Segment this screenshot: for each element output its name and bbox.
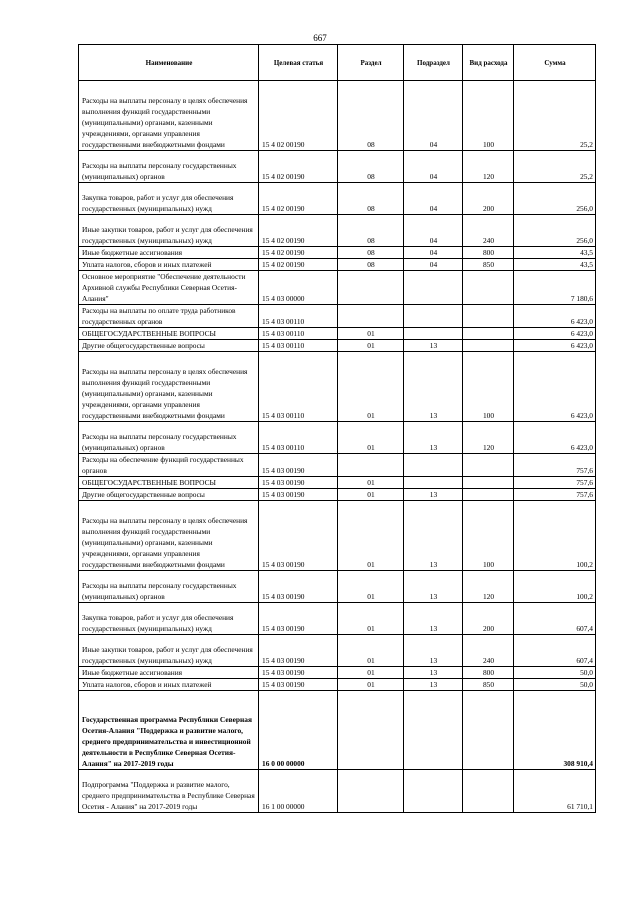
- cell-subsection: 04: [404, 247, 463, 259]
- cell-subsection: 13: [404, 571, 463, 603]
- cell-name: Расходы на выплаты персоналу в целях обеспечения выполнения функций государственными (муниципальными) органами, казенными учреждениями, органами управления государственными внебюджетными фондами: [79, 352, 259, 422]
- table-row: [79, 81, 596, 151]
- cell-kind: 240: [463, 635, 514, 667]
- cell-kind: 850: [463, 259, 514, 271]
- cell-name: Иные бюджетные ассигнования: [79, 247, 259, 259]
- table-row: [79, 259, 596, 271]
- cell-amount: 308 910,4: [514, 691, 596, 770]
- cell-amount: 256,0: [514, 183, 596, 215]
- cell-target: 15 4 03 00110: [259, 352, 338, 422]
- cell-section: [338, 271, 404, 305]
- cell-target: 15 4 02 00190: [259, 183, 338, 215]
- cell-section: [338, 691, 404, 770]
- cell-name: Расходы на выплаты персоналу государственных (муниципальных) органов: [79, 422, 259, 454]
- cell-target: 15 4 03 00190: [259, 477, 338, 489]
- cell-name: Подпрограмма "Поддержка и развитие малого, среднего предпринимательства в Республике Северная Осетия - Алания" на 2017-2019 годы: [79, 770, 259, 813]
- cell-subsection: 13: [404, 352, 463, 422]
- cell-name: ОБЩЕГОСУДАРСТВЕННЫЕ ВОПРОСЫ: [79, 328, 259, 340]
- cell-section: 01: [338, 667, 404, 679]
- page-number: 667: [313, 33, 327, 43]
- cell-amount: 6 423,0: [514, 328, 596, 340]
- cell-kind: [463, 271, 514, 305]
- table-row: [79, 667, 596, 679]
- cell-name: Закупка товаров, работ и услуг для обеспечения государственных (муниципальных) нужд: [79, 603, 259, 635]
- cell-section: [338, 305, 404, 328]
- cell-section: 01: [338, 422, 404, 454]
- cell-amount: 100,2: [514, 571, 596, 603]
- cell-subsection: 04: [404, 81, 463, 151]
- cell-amount: 6 423,0: [514, 340, 596, 352]
- cell-subsection: [404, 328, 463, 340]
- table-row: [79, 603, 596, 635]
- cell-kind: [463, 340, 514, 352]
- cell-amount: 6 423,0: [514, 305, 596, 328]
- cell-target: 15 4 03 00190: [259, 489, 338, 501]
- cell-kind: 120: [463, 422, 514, 454]
- table-row: [79, 328, 596, 340]
- cell-subsection: [404, 477, 463, 489]
- table-body: [79, 81, 596, 813]
- cell-amount: 50,0: [514, 679, 596, 691]
- cell-section: 08: [338, 247, 404, 259]
- table-row: [79, 477, 596, 489]
- cell-name: Расходы на выплаты персоналу государственных (муниципальных) органов: [79, 151, 259, 183]
- cell-section: 01: [338, 635, 404, 667]
- cell-target: 15 4 03 00110: [259, 328, 338, 340]
- cell-target: 15 4 03 00190: [259, 571, 338, 603]
- cell-name: Основное мероприятие "Обеспечение деятельности Архивной службы Республики Северная Осетия-Алания": [79, 271, 259, 305]
- cell-target: 15 4 03 00190: [259, 603, 338, 635]
- table-row: [79, 691, 596, 770]
- cell-kind: 100: [463, 501, 514, 571]
- column-header-subsection: Подраздел: [404, 45, 463, 81]
- cell-kind: [463, 477, 514, 489]
- cell-section: [338, 454, 404, 477]
- cell-kind: 200: [463, 603, 514, 635]
- cell-kind: 800: [463, 247, 514, 259]
- cell-amount: 43,5: [514, 247, 596, 259]
- budget-table: [78, 44, 596, 813]
- cell-target: 16 1 00 00000: [259, 770, 338, 813]
- cell-target: 15 4 03 00110: [259, 305, 338, 328]
- cell-subsection: 04: [404, 259, 463, 271]
- cell-amount: 6 423,0: [514, 422, 596, 454]
- table-row: [79, 215, 596, 247]
- cell-amount: 100,2: [514, 501, 596, 571]
- cell-kind: 800: [463, 667, 514, 679]
- cell-kind: [463, 691, 514, 770]
- cell-name: Уплата налогов, сборов и иных платежей: [79, 259, 259, 271]
- cell-section: 08: [338, 81, 404, 151]
- cell-target: 15 4 03 00110: [259, 422, 338, 454]
- cell-target: 16 0 00 00000: [259, 691, 338, 770]
- cell-name: Расходы на обеспечение функций государственных органов: [79, 454, 259, 477]
- cell-amount: 757,6: [514, 489, 596, 501]
- cell-kind: 200: [463, 183, 514, 215]
- cell-section: 08: [338, 183, 404, 215]
- cell-section: 01: [338, 501, 404, 571]
- table-row: [79, 247, 596, 259]
- cell-target: 15 4 02 00190: [259, 151, 338, 183]
- table-row: [79, 422, 596, 454]
- cell-subsection: [404, 770, 463, 813]
- cell-amount: 6 423,0: [514, 352, 596, 422]
- cell-name: ОБЩЕГОСУДАРСТВЕННЫЕ ВОПРОСЫ: [79, 477, 259, 489]
- cell-target: 15 4 02 00190: [259, 247, 338, 259]
- cell-target: 15 4 03 00190: [259, 635, 338, 667]
- cell-name: Иные закупки товаров, работ и услуг для обеспечения государственных (муниципальных) нужд: [79, 215, 259, 247]
- table-row: [79, 151, 596, 183]
- cell-name: Уплата налогов, сборов и иных платежей: [79, 679, 259, 691]
- cell-name: Другие общегосударственные вопросы: [79, 340, 259, 352]
- cell-name: Расходы на выплаты персоналу в целях обеспечения выполнения функций государственными (муниципальными) органами, казенными учреждениями, органами управления государственными внебюджетными фондами: [79, 501, 259, 571]
- cell-subsection: [404, 271, 463, 305]
- cell-subsection: 04: [404, 183, 463, 215]
- cell-subsection: 13: [404, 501, 463, 571]
- cell-kind: [463, 454, 514, 477]
- cell-kind: 100: [463, 352, 514, 422]
- cell-amount: 43,5: [514, 259, 596, 271]
- cell-name: Другие общегосударственные вопросы: [79, 489, 259, 501]
- cell-section: 01: [338, 489, 404, 501]
- cell-name: Расходы на выплаты персоналу государственных (муниципальных) органов: [79, 571, 259, 603]
- cell-section: 01: [338, 477, 404, 489]
- table-row: [79, 635, 596, 667]
- cell-kind: [463, 328, 514, 340]
- column-header-kind: Вид расхода: [463, 45, 514, 81]
- cell-target: 15 4 03 00110: [259, 340, 338, 352]
- cell-amount: 7 180,6: [514, 271, 596, 305]
- cell-section: 01: [338, 340, 404, 352]
- cell-kind: [463, 305, 514, 328]
- table-row: [79, 489, 596, 501]
- cell-subsection: 04: [404, 215, 463, 247]
- table-row: [79, 305, 596, 328]
- cell-amount: 607,4: [514, 635, 596, 667]
- cell-amount: 61 710,1: [514, 770, 596, 813]
- column-header-target: Целевая статья: [259, 45, 338, 81]
- cell-amount: 607,4: [514, 603, 596, 635]
- cell-name: Закупка товаров, работ и услуг для обеспечения государственных (муниципальных) нужд: [79, 183, 259, 215]
- cell-target: 15 4 03 00000: [259, 271, 338, 305]
- cell-amount: 25,2: [514, 81, 596, 151]
- cell-kind: [463, 489, 514, 501]
- cell-section: 01: [338, 352, 404, 422]
- table-row: [79, 770, 596, 813]
- cell-kind: [463, 770, 514, 813]
- cell-target: 15 4 03 00190: [259, 454, 338, 477]
- cell-subsection: 13: [404, 667, 463, 679]
- table-row: [79, 183, 596, 215]
- cell-section: [338, 770, 404, 813]
- cell-section: 08: [338, 259, 404, 271]
- cell-section: 01: [338, 328, 404, 340]
- cell-name: Иные бюджетные ассигнования: [79, 667, 259, 679]
- cell-target: 15 4 03 00190: [259, 679, 338, 691]
- cell-section: 08: [338, 151, 404, 183]
- cell-amount: 757,6: [514, 477, 596, 489]
- cell-amount: 757,6: [514, 454, 596, 477]
- table-header-row: [79, 45, 596, 81]
- table-row: [79, 571, 596, 603]
- cell-amount: 256,0: [514, 215, 596, 247]
- cell-section: 01: [338, 571, 404, 603]
- column-header-name: Наименование: [79, 45, 259, 81]
- cell-subsection: 13: [404, 422, 463, 454]
- cell-subsection: 13: [404, 340, 463, 352]
- table-row: [79, 340, 596, 352]
- cell-name: Расходы на выплаты по оплате труда работников государственных органов: [79, 305, 259, 328]
- column-header-section: Раздел: [338, 45, 404, 81]
- cell-kind: 850: [463, 679, 514, 691]
- table-row: [79, 679, 596, 691]
- table-row: [79, 271, 596, 305]
- table-row: [79, 501, 596, 571]
- cell-target: 15 4 02 00190: [259, 81, 338, 151]
- cell-subsection: 04: [404, 151, 463, 183]
- cell-subsection: [404, 305, 463, 328]
- cell-name: Иные закупки товаров, работ и услуг для обеспечения государственных (муниципальных) нужд: [79, 635, 259, 667]
- cell-subsection: 13: [404, 635, 463, 667]
- table-row: [79, 454, 596, 477]
- column-header-amount: Сумма: [514, 45, 596, 81]
- cell-subsection: 13: [404, 489, 463, 501]
- cell-target: 15 4 02 00190: [259, 215, 338, 247]
- cell-amount: 25,2: [514, 151, 596, 183]
- cell-subsection: [404, 454, 463, 477]
- cell-kind: 120: [463, 571, 514, 603]
- cell-section: 01: [338, 679, 404, 691]
- cell-kind: 120: [463, 151, 514, 183]
- cell-section: 08: [338, 215, 404, 247]
- cell-section: 01: [338, 603, 404, 635]
- cell-name: Государственная программа Республики Северная Осетия-Алания "Поддержка и развитие малого, среднего предпринимательства и инвестиционной деятельности в Республике Северная Осетия-Алания" на 2017-2019 годы: [79, 691, 259, 770]
- table-row: [79, 352, 596, 422]
- cell-kind: 240: [463, 215, 514, 247]
- cell-amount: 50,0: [514, 667, 596, 679]
- cell-target: 15 4 03 00190: [259, 667, 338, 679]
- cell-subsection: [404, 691, 463, 770]
- cell-target: 15 4 03 00190: [259, 501, 338, 571]
- cell-target: 15 4 02 00190: [259, 259, 338, 271]
- cell-subsection: 13: [404, 679, 463, 691]
- cell-name: Расходы на выплаты персоналу в целях обеспечения выполнения функций государственными (муниципальными) органами, казенными учреждениями, органами управления государственными внебюджетными фондами: [79, 81, 259, 151]
- cell-subsection: 13: [404, 603, 463, 635]
- cell-kind: 100: [463, 81, 514, 151]
